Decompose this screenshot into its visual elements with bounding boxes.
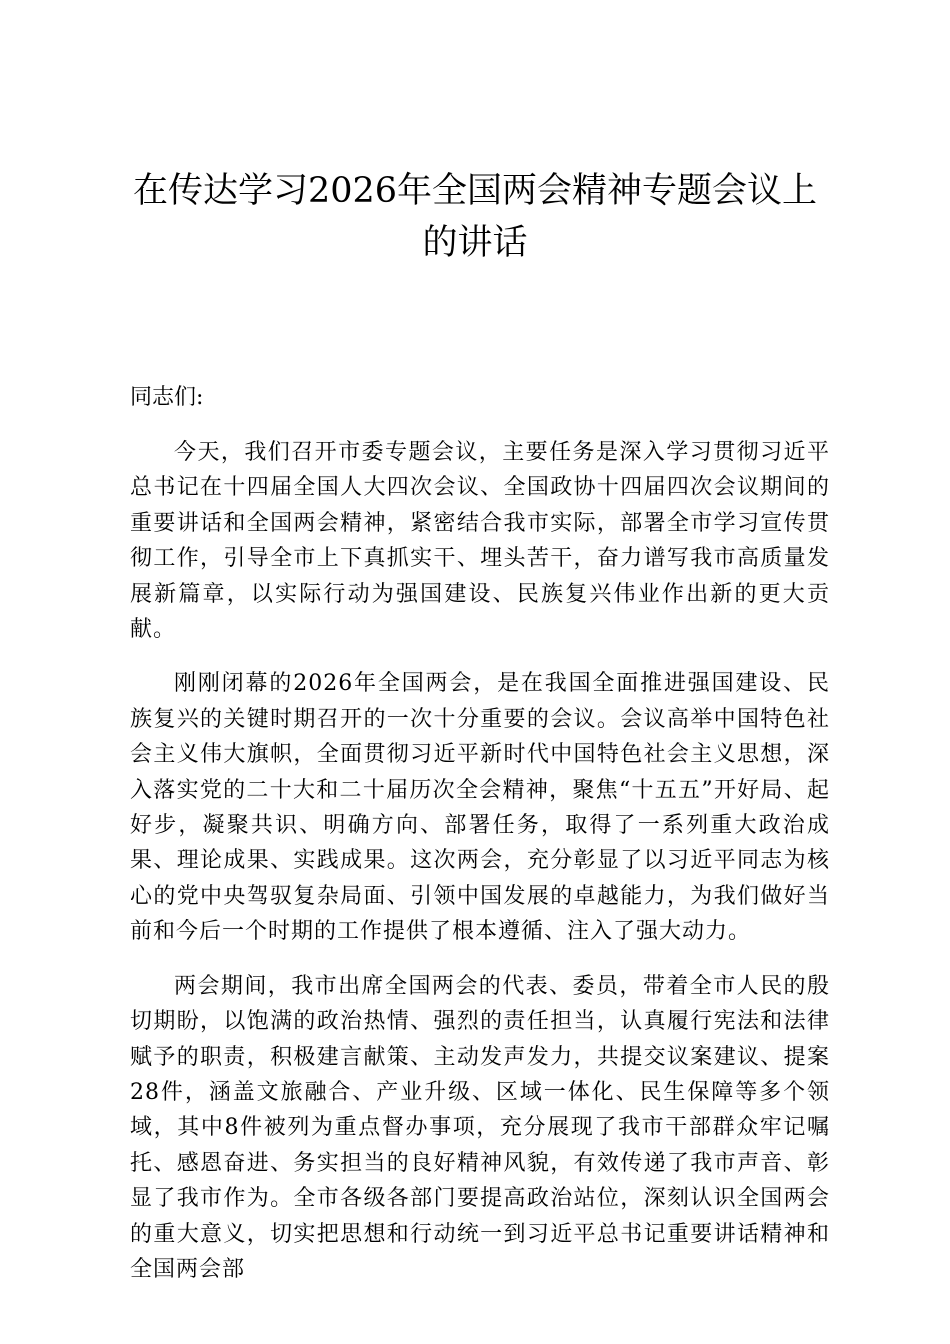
document-body [130,380,830,1306]
paragraph-3: 两会期间，我市出席全国两会的代表、委员，带着全市人民的殷切期盼，以饱满的政治热情、强烈的责任担当，认真履行宪法和法律赋予的职责，积极建言献策、主动发声发力，共提交议案建议、提案28件，涵盖文旅融合、产业升级、区域一体化、民生保障等多个领域，其中8件被列为重点督办事项，充分展现了我市干部群众牢记嘱托、感恩奋进、务实担当的良好精神风貌，有效传递了我市声音、彰显了我市作为。全市各级各部门要提高政治站位，深刻认识全国两会的重大意义，切实把思想和行动统一到习近平总书记重要讲话精神和全国两会部 [130,973,830,1282]
salutation: 同志们: [130,385,204,410]
paragraph-2: 刚刚闭幕的2026年全国两会，是在我国全面推进强国建设、民族复兴的关键时期召开的一次十分重要的会议。会议高举中国特色社会主义伟大旗帜，全面贯彻习近平新时代中国特色社会主义思想，深入落实党的二十大和二十届历次全会精神，聚焦“十五五”开好局、起好步，凝聚共识、明确方向、部署任务，取得了一系列重大政治成果、理论成果、实践成果。这次两会，充分彰显了以习近平同志为核心的党中央驾驭复杂局面、引领中国发展的卓越能力，为我们做好当前和今后一个时期的工作提供了根本遵循、注入了强大动力。 [130,671,830,945]
paragraph-1: 今天，我们召开市委专题会议，主要任务是深入学习贯彻习近平总书记在十四届全国人大四次会议、全国政协十四届四次会议期间的重要讲话和全国两会精神，紧密结合我市实际，部署全市学习宣传贯彻工作，引导全市上下真抓实干、埋头苦干，奋力谱写我市高质量发展新篇章，以实际行动为强国建设、民族复兴伟业作出新的更大贡献。 [130,440,830,643]
document-title: 在传达学习2026年全国两会精神专题会议上的讲话 [132,171,818,263]
